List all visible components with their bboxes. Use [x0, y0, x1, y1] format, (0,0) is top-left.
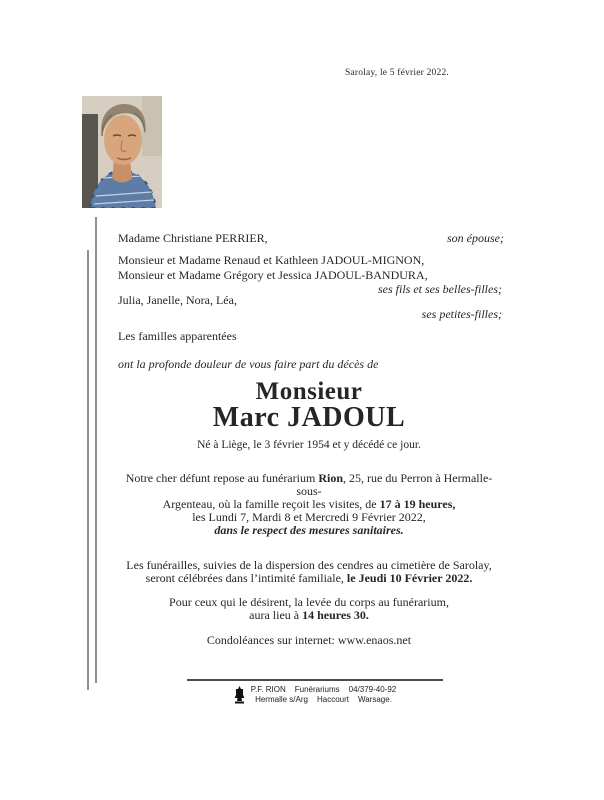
footer-location: Haccourt	[316, 695, 349, 704]
levee-line: Pour ceux qui le désirent, la levée du corps au funérarium,	[169, 595, 449, 609]
granddaughters-line: Julia, Janelle, Nora, Léa,	[118, 293, 237, 307]
footer-type: Funérariums	[294, 685, 340, 694]
funeral-line: seront célébrées dans l’intimité familiale, le Jeudi 10 Février 2022.	[145, 571, 473, 585]
children-line: Monsieur et Madame Renaud et Kathleen JADOUL-MIGNON,	[118, 253, 425, 267]
granddaughters-relation: ses petites-filles;	[421, 307, 502, 321]
children-line: Monsieur et Madame Grégory et Jessica JADOUL-BANDURA,	[118, 268, 428, 282]
left-margin-rule-inner	[95, 217, 97, 683]
levee-line: aura lieu à 14 heures 30.	[249, 608, 369, 622]
lantern-icon	[234, 686, 245, 704]
footer-text	[251, 685, 396, 705]
children-lines	[116, 253, 504, 283]
funeral-line: Les funérailles, suivies de la dispersion des cendres au cimetière de Sarolay,	[126, 558, 492, 572]
funeral-home-footer	[187, 685, 443, 705]
families-line: Les familles apparentées	[118, 329, 237, 343]
deceased-name: Marc JADOUL	[212, 402, 406, 433]
visitation-line: Argenteau, où la famille reçoit les visites, de 17 à 19 heures,	[162, 497, 456, 511]
footer-location: Warsage.	[357, 695, 392, 704]
footer-location: Hermalle s/Arg	[255, 695, 308, 704]
left-margin-rule-outer	[87, 250, 89, 690]
footer-company: P.F. RION	[250, 685, 286, 694]
life-dates: Né à Liège, le 3 février 1954 et y décédé ce jour.	[197, 439, 421, 451]
dateline: Sarolay, le 5 février 2022.	[345, 68, 449, 78]
spouse-row	[116, 231, 504, 246]
funeral-paragraph	[116, 559, 502, 585]
visitation-line: les Lundi 7, Mardi 8 et Mercredi 9 Février 2022,	[192, 510, 426, 524]
portrait-photo	[82, 96, 162, 208]
spouse-relation: son épouse;	[447, 231, 504, 245]
spouse-name: Madame Christiane PERRIER,	[118, 231, 268, 245]
children-relation: ses fils et ses belles-filles;	[378, 282, 502, 296]
condolences-line: Condoléances sur internet: www.enaos.net	[206, 633, 412, 647]
visitation-line: Notre cher défunt repose au funérarium Rion, 25, rue du Perron à Hermalle-sous-	[125, 471, 493, 498]
deceased-title: Monsieur	[255, 378, 363, 405]
footer-line-2	[251, 695, 396, 705]
announcement-intro: ont la profonde douleur de vous faire part du décès de	[118, 357, 379, 371]
footer-line-1	[251, 685, 396, 695]
sanitary-measures-line: dans le respect des mesures sanitaires.	[214, 523, 404, 537]
footer-divider	[187, 679, 443, 681]
levee-paragraph	[116, 596, 502, 622]
footer-phone: 04/379-40-92	[348, 685, 397, 694]
visitation-paragraph	[116, 472, 502, 537]
